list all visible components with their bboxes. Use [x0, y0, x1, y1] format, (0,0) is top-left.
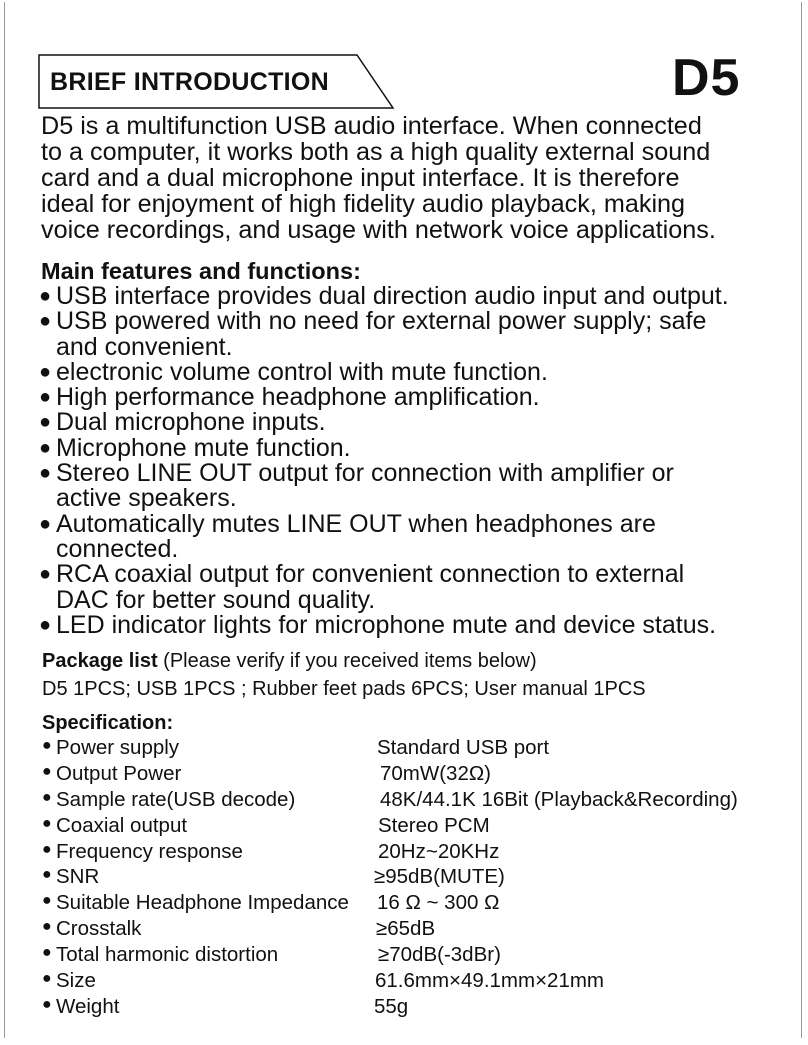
- feature-item: ● High performance headphone amplification.: [39, 383, 540, 412]
- feature-item: ● Microphone mute function.: [39, 433, 351, 462]
- package-list-note: (Please verify if you received items below): [157, 650, 537, 672]
- intro-line: ideal for enjoyment of high fidelity audio playback, making: [41, 190, 686, 218]
- package-list-heading: [42, 650, 537, 673]
- spec-label: Output Power: [56, 761, 182, 785]
- bullet-dot: ●: [42, 918, 52, 936]
- feature-item: ● Automatically mutes LINE OUT when headphones are connected.: [39, 509, 656, 563]
- spec-value: ≥65dB: [376, 917, 436, 941]
- features-list: [39, 284, 799, 638]
- bullet-dot: ●: [39, 411, 52, 434]
- feature-item: ● USB powered with no need for external power supply; safe and convenient.: [39, 307, 707, 361]
- bullet-dot: ●: [39, 563, 52, 586]
- bullet-dot: ●: [39, 386, 52, 409]
- feature-item: ● LED indicator lights for microphone mute and device status.: [39, 610, 717, 639]
- spec-label: Power supply: [56, 736, 180, 759]
- bullet-dot: ●: [39, 512, 52, 535]
- spec-value: Stereo PCM: [378, 813, 490, 837]
- spec-value: 20Hz~20KHz: [378, 839, 500, 863]
- spec-value: 16 Ω ~ 300 Ω: [377, 891, 500, 915]
- intro-paragraph: [41, 113, 801, 243]
- spec-label: SNR: [56, 865, 100, 889]
- spec-value: ≥70dB(-3dBr): [378, 943, 501, 967]
- bullet-dot: ●: [42, 737, 52, 754]
- spec-label: Frequency response: [56, 839, 243, 863]
- spec-label: Sample rate(USB decode): [56, 787, 296, 811]
- spec-value: 70mW(32Ω): [380, 761, 492, 785]
- bullet-dot: ●: [39, 360, 52, 383]
- spec-value: Standard USB port: [377, 736, 550, 759]
- bullet-dot: ●: [39, 613, 52, 636]
- bullet-dot: ●: [42, 995, 52, 1013]
- spec-label: Suitable Headphone Impedance: [56, 891, 349, 915]
- intro-line: to a computer, it works both as a high quality external sound: [41, 138, 711, 166]
- bullet-dot: ●: [42, 762, 52, 780]
- spec-value: 55g: [374, 994, 409, 1018]
- bullet-dot: ●: [42, 840, 52, 858]
- features-heading: Main features and functions:: [41, 258, 361, 284]
- spec-label: Size: [56, 969, 96, 993]
- spec-value: ≥95dB(MUTE): [374, 865, 505, 889]
- bullet-dot: ●: [42, 866, 52, 884]
- bullet-dot: ●: [39, 310, 52, 333]
- model-title: D5: [672, 49, 741, 107]
- intro-line: D5 is a multifunction USB audio interface. When connected: [41, 112, 702, 140]
- feature-item: ● Dual microphone inputs.: [39, 408, 326, 437]
- feature-item: ● USB interface provides dual direction audio input and output.: [39, 282, 729, 310]
- section-title: BRIEF INTRODUCTION: [50, 68, 329, 96]
- package-list-label: Package list: [42, 650, 158, 672]
- intro-line: voice recordings, and usage with network voice applications.: [41, 216, 716, 244]
- spec-label: Crosstalk: [56, 917, 142, 941]
- spec-label: Coaxial output: [56, 813, 188, 837]
- bullet-dot: ●: [39, 285, 52, 307]
- package-items: D5 1PCS; USB 1PCS ; Rubber feet pads 6PCS; User manual 1PCS: [42, 678, 646, 700]
- feature-item: ● RCA coaxial output for convenient connection to external DAC for better sound quality.: [39, 560, 685, 614]
- spec-label: Weight: [56, 994, 120, 1018]
- intro-line: card and a dual microphone input interface. It is therefore: [41, 164, 680, 192]
- feature-item: ● Stereo LINE OUT output for connection with amplifier or active speakers.: [39, 459, 674, 513]
- bullet-dot: ●: [42, 944, 52, 962]
- bullet-dot: ●: [42, 892, 52, 910]
- spec-value: 48K/44.1K 16Bit (Playback&Recording): [380, 787, 738, 811]
- bullet-dot: ●: [42, 814, 52, 832]
- spec-label: Total harmonic distortion: [56, 943, 279, 967]
- bullet-dot: ●: [42, 970, 52, 988]
- bullet-dot: ●: [39, 436, 52, 459]
- spec-value: 61.6mm×49.1mm×21mm: [375, 969, 605, 993]
- bullet-dot: ●: [42, 788, 52, 806]
- feature-item: ● electronic volume control with mute function.: [39, 357, 548, 386]
- bullet-dot: ●: [39, 462, 52, 485]
- specification-heading: Specification:: [42, 712, 174, 734]
